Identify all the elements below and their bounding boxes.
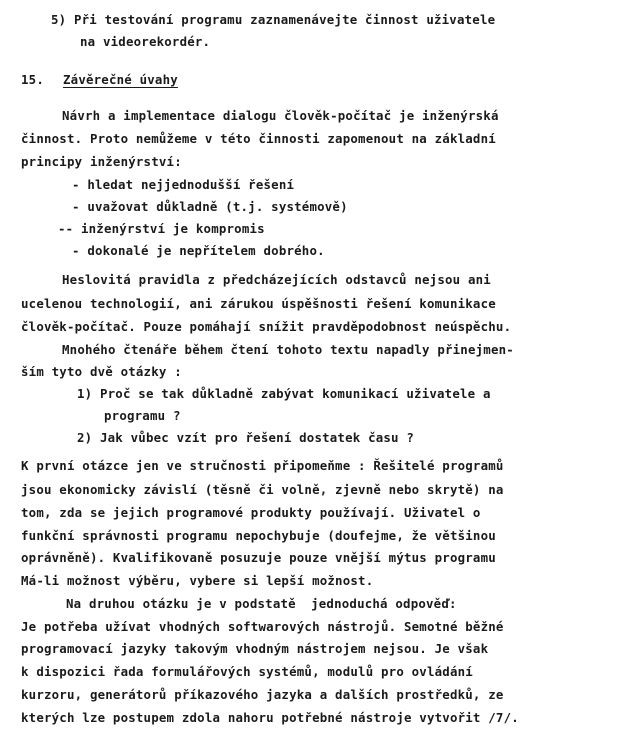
principle-item-2: - uvažovat důkladně (t.j. systémově)	[72, 199, 348, 214]
para2-line-1: Heslovitá pravidla z předcházejících odstavců nejsou ani	[62, 272, 491, 287]
para5-line-3: programovací jazyky takovým vhodným nástrojem nejsou. Je však	[21, 641, 489, 656]
item-5-line-2: na videorekordér.	[80, 34, 211, 49]
para4-line-5: oprávněně). Kvalifikovaně posuzuje pouze vnější mýtus programu	[21, 550, 496, 565]
para3-line-2: ším tyto dvě otázky :	[21, 364, 182, 379]
question-2: 2) Jak vůbec vzít pro řešení dostatek času ?	[77, 430, 415, 445]
para1-line-1: Návrh a implementace dialogu člověk-počítač je inženýrská	[62, 108, 499, 123]
section-number: 15.	[21, 72, 44, 87]
para4-line-3: tom, zda se jejich programové produkty používají. Uživatel o	[21, 505, 481, 520]
para5-line-6: kterých lze postupem zdola nahoru potřebné nástroje vytvořit /7/.	[21, 710, 519, 725]
para4-line-1: K první otázce jen ve stručnosti připomeňme : Řešitelé programů	[21, 458, 504, 473]
item-5-line-1: 5) Při testování programu zaznamenávejte činnost uživatele	[51, 12, 496, 27]
para4-line-6: Má-li možnost výběru, vybere si lepší možnost.	[21, 573, 374, 588]
question-1-line-2: programu ?	[104, 408, 181, 423]
section-title: Závěrečné úvahy	[63, 72, 178, 87]
para5-line-5: kurzoru, generátorů příkazového jazyka a dalších prostředků, ze	[21, 687, 504, 702]
para2-line-3: člověk-počítač. Pouze pomáhají snížit pravděpodobnost neúspěchu.	[21, 319, 512, 334]
para2-line-2: ucelenou technologií, ani zárukou úspěšnosti řešení komunikace	[21, 296, 496, 311]
para4-line-2: jsou ekonomicky závislí (těsně či volně, zjevně nebo skrytě) na	[21, 482, 504, 497]
principle-item-1: - hledat nejjednodušší řešení	[72, 177, 295, 192]
para1-line-3: principy inženýrství:	[21, 154, 182, 169]
question-1-line-1: 1) Proč se tak důkladně zabývat komunikací uživatele a	[77, 386, 491, 401]
para5-line-1: Na druhou otázku je v podstatě jednoduchá odpověď:	[66, 596, 457, 611]
para3-line-1: Mnohého čtenáře během čtení tohoto textu napadly přinejmen-	[62, 342, 514, 357]
para4-line-4: funkční správnosti programu nepochybuje (doufejme, že většinou	[21, 528, 496, 543]
principle-item-3: -- inženýrství je kompromis	[58, 221, 265, 236]
para5-line-2: Je potřeba užívat vhodných softwarových nástrojů. Semotné běžné	[21, 619, 504, 634]
para5-line-4: k dispozici řada formulářových systémů, modulů pro ovládání	[21, 664, 473, 679]
para1-line-2: činnost. Proto nemůžeme v této činnosti zapomenout na základní	[21, 131, 496, 146]
principle-item-4: - dokonalé je nepřítelem dobrého.	[72, 243, 325, 258]
